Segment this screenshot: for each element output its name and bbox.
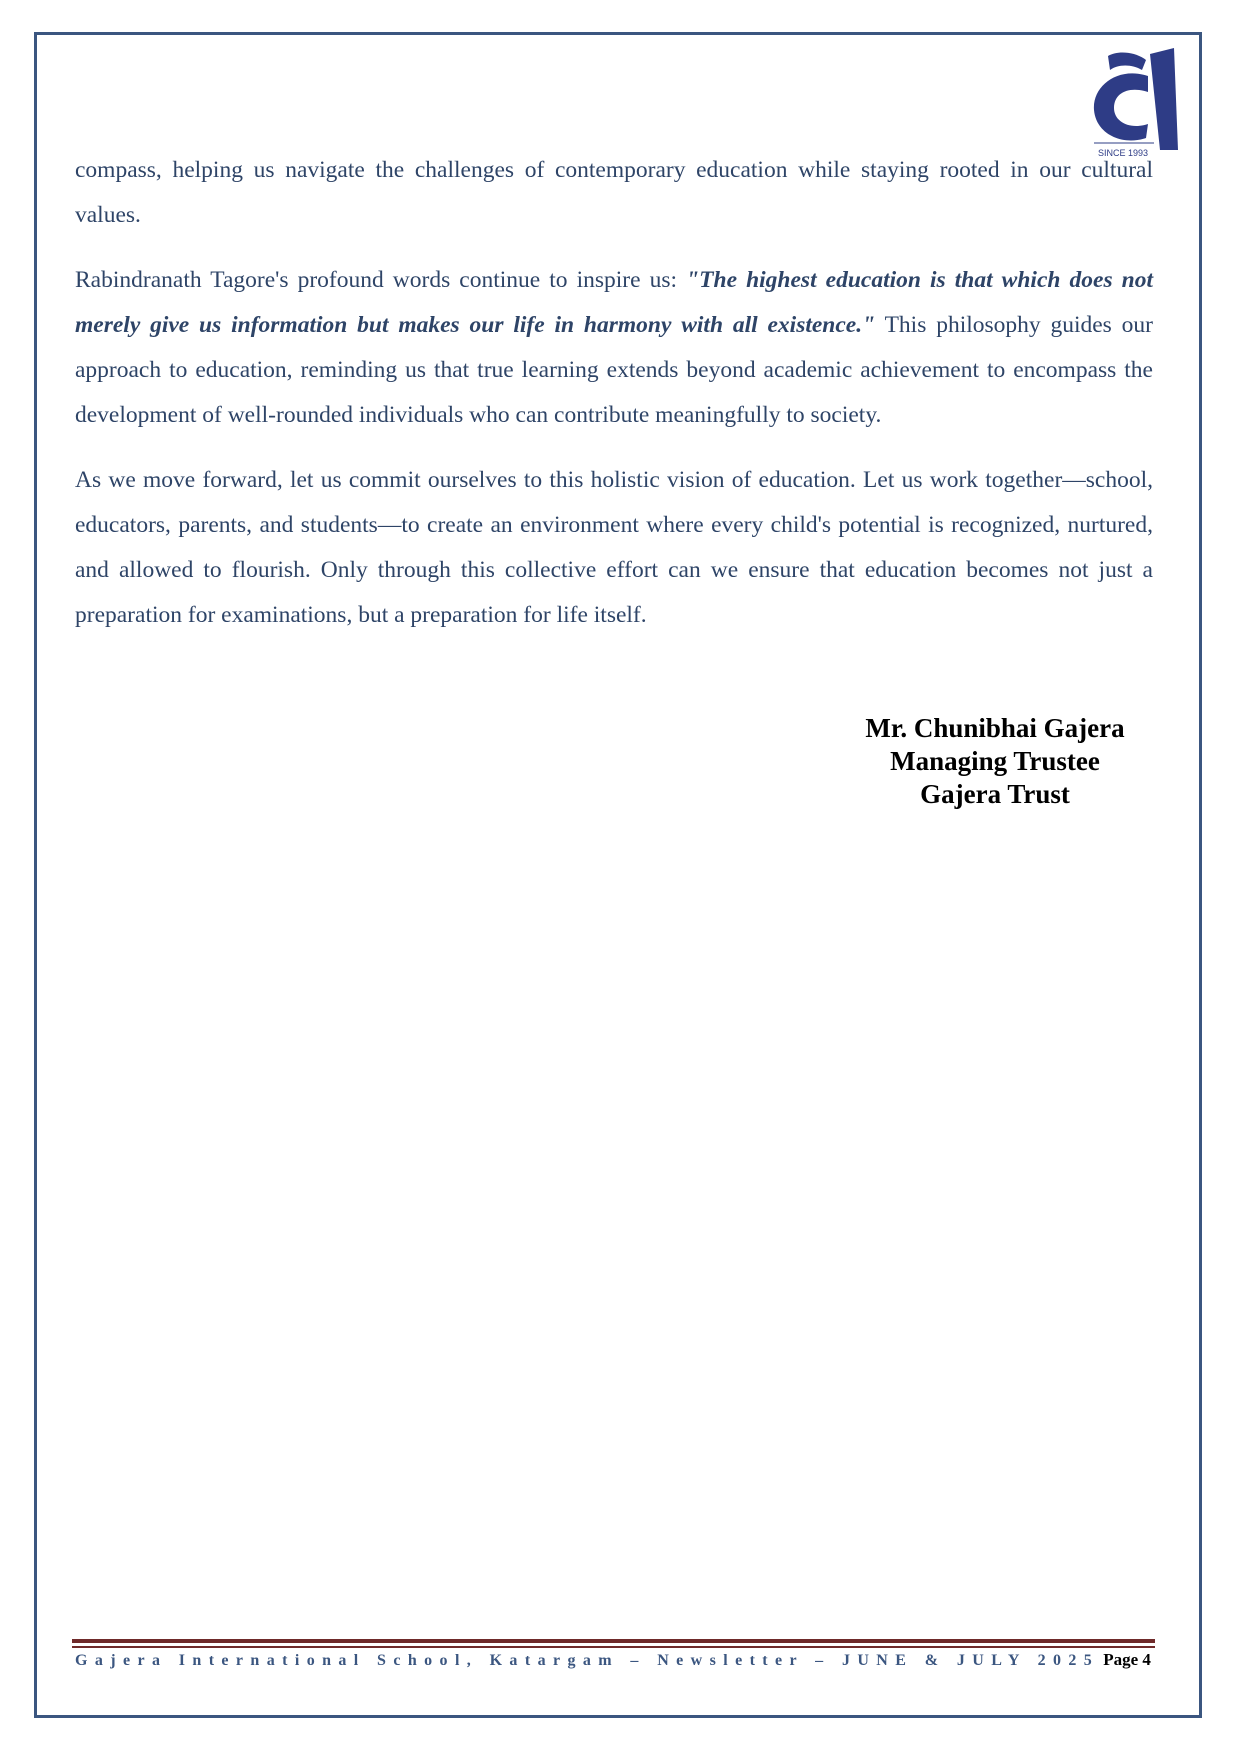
logo-mark-icon [1088, 46, 1192, 160]
signatory-org: Gajera Trust [920, 779, 1070, 809]
footer-rule [72, 1639, 1155, 1643]
school-logo [1088, 46, 1192, 160]
signatory-title: Managing Trustee [890, 746, 1100, 776]
paragraph-3: As we move forward, let us commit ourselves to this holistic vision of education. Let us work together—school, educators, parents, and students—to create an environment where every child's potential is recognized, nurtured, and allowed to flourish. Only through this collective effort can we ensure that education becomes not just a preparation for examinations, but a preparation for life itself. [75, 467, 1153, 628]
tagore-quote: "The highest education is that which does not merely give us information but makes our life in harmony with all existence." [75, 267, 1153, 338]
footer-label: Gajera International School, Katargam – Newsletter – JUNE & JULY 2025 [75, 1652, 1100, 1669]
signatory-name: Mr. Chunibhai Gajera [865, 713, 1125, 743]
signature-block [800, 712, 1190, 811]
footer-rule-thin [72, 1646, 1155, 1648]
logo-caption: SINCE 1993 [1098, 148, 1149, 158]
paragraph-2 [75, 258, 1153, 438]
paragraph-2-rest: This philosophy guides our approach to education, reminding us that true learning extends beyond academic achievement to encompass the development of well-rounded individuals who can contribute meaningfully to society. [75, 312, 1153, 428]
letter-body [75, 148, 1153, 658]
page-number: Page 4 [1103, 1650, 1151, 1669]
footer [75, 1650, 1155, 1676]
paragraph-2-intro: Rabindranath Tagore's profound words continue to inspire us: [75, 267, 687, 293]
paragraph-1: compass, helping us navigate the challenges of contemporary education while staying rooted in our cultural values. [75, 157, 1153, 228]
